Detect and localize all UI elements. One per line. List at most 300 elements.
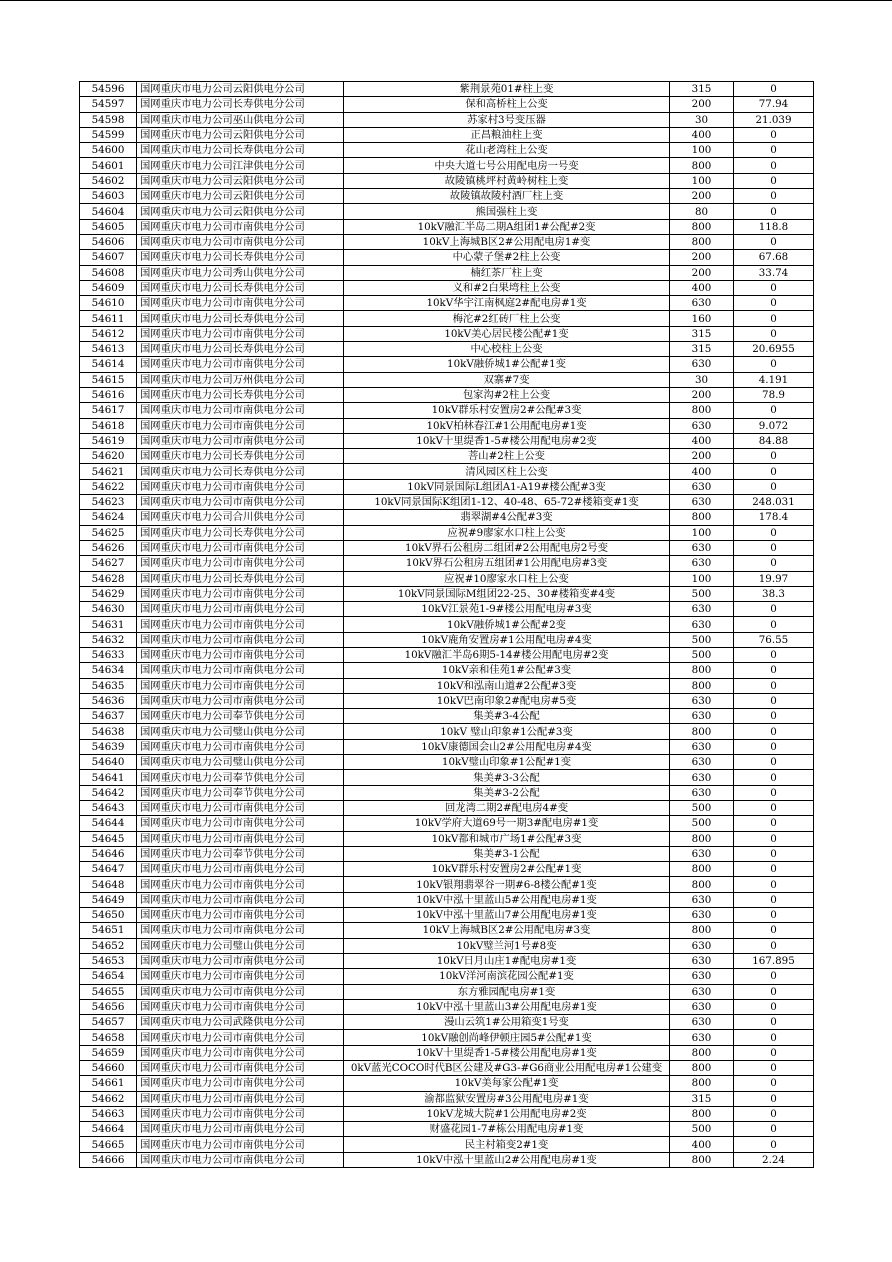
capacity-cell: 315 [670, 342, 734, 357]
capacity-cell: 800 [670, 1076, 734, 1091]
supplier-cell: 国网重庆市电力公司万州供电分公司 [137, 372, 344, 387]
value-cell: 0 [734, 1061, 814, 1076]
transformer-name-cell: 中央大道七号公用配电房一号变 [344, 158, 670, 173]
value-cell: 0 [734, 311, 814, 326]
transformer-name-cell: 集美#3-4公配 [344, 709, 670, 724]
capacity-cell: 500 [670, 816, 734, 831]
supplier-cell: 国网重庆市电力公司长寿供电分公司 [137, 342, 344, 357]
table-row [80, 372, 814, 387]
transformer-name-cell: 保和高桥柱上公变 [344, 97, 670, 112]
capacity-cell: 630 [670, 540, 734, 555]
supplier-cell: 国网重庆市电力公司市南供电分公司 [137, 999, 344, 1014]
value-cell: 0 [734, 800, 814, 815]
table-row [80, 969, 814, 984]
capacity-cell: 100 [670, 525, 734, 540]
value-cell: 19.97 [734, 571, 814, 586]
capacity-cell: 630 [670, 602, 734, 617]
value-cell: 0 [734, 1106, 814, 1121]
supplier-cell: 国网重庆市电力公司市南供电分公司 [137, 632, 344, 647]
value-cell: 38.3 [734, 586, 814, 601]
transformer-name-cell: 清风园区柱上公变 [344, 464, 670, 479]
value-cell: 178.4 [734, 510, 814, 525]
transformer-name-cell: 10kV璧兰河1号#8变 [344, 938, 670, 953]
table-row [80, 265, 814, 280]
capacity-cell: 800 [670, 158, 734, 173]
value-cell: 0 [734, 280, 814, 295]
value-cell: 0 [734, 785, 814, 800]
capacity-cell: 800 [670, 510, 734, 525]
value-cell: 0 [734, 938, 814, 953]
value-cell: 0 [734, 296, 814, 311]
capacity-cell: 800 [670, 219, 734, 234]
capacity-cell: 800 [670, 234, 734, 249]
capacity-cell: 200 [670, 97, 734, 112]
value-cell: 67.68 [734, 250, 814, 265]
row-id-cell: 54642 [80, 785, 137, 800]
value-cell: 0 [734, 204, 814, 219]
row-id-cell: 54622 [80, 479, 137, 494]
value-cell: 0 [734, 770, 814, 785]
table-row [80, 831, 814, 846]
table-row [80, 342, 814, 357]
transformer-name-cell: 10kV群乐村安置房2#公配#3变 [344, 403, 670, 418]
capacity-cell: 400 [670, 280, 734, 295]
transformer-name-cell: 10kV巴南印象2#配电房#5变 [344, 693, 670, 708]
transformer-name-cell: 10kV群乐村安置房2#公配#1变 [344, 862, 670, 877]
value-cell: 0 [734, 464, 814, 479]
transformer-name-cell: 10kV康德国会山2#公用配电房#4变 [344, 739, 670, 754]
transformer-name-cell: 集美#3-1公配 [344, 846, 670, 861]
value-cell: 4.191 [734, 372, 814, 387]
value-cell: 0 [734, 127, 814, 142]
supplier-cell: 国网重庆市电力公司长寿供电分公司 [137, 143, 344, 158]
supplier-cell: 国网重庆市电力公司市南供电分公司 [137, 219, 344, 234]
row-id-cell: 54658 [80, 1030, 137, 1045]
transformer-name-cell: 中心校柱上公变 [344, 342, 670, 357]
row-id-cell: 54606 [80, 234, 137, 249]
row-id-cell: 54620 [80, 449, 137, 464]
transformer-name-cell: 10kV同景国际M组团22-25、30#楼箱变#4变 [344, 586, 670, 601]
value-cell: 0 [734, 1091, 814, 1106]
capacity-cell: 800 [670, 1152, 734, 1167]
table-row [80, 418, 814, 433]
transformer-name-cell: 10kV十里缇香1-5#楼公用配电房#2变 [344, 433, 670, 448]
table-row [80, 143, 814, 158]
transformer-name-cell: 菩山#2柱上公变 [344, 449, 670, 464]
table-row [80, 739, 814, 754]
capacity-cell: 500 [670, 800, 734, 815]
transformer-name-cell: 10kV江景苑1-9#楼公用配电房#3变 [344, 602, 670, 617]
row-id-cell: 54644 [80, 816, 137, 831]
row-id-cell: 54614 [80, 357, 137, 372]
capacity-cell: 800 [670, 678, 734, 693]
supplier-cell: 国网重庆市电力公司奉节供电分公司 [137, 770, 344, 785]
transformer-name-cell: 集美#3-2公配 [344, 785, 670, 800]
table-row [80, 770, 814, 785]
row-id-cell: 54665 [80, 1137, 137, 1152]
supplier-cell: 国网重庆市电力公司市南供电分公司 [137, 403, 344, 418]
table-row [80, 693, 814, 708]
table-row [80, 953, 814, 968]
supplier-cell: 国网重庆市电力公司市南供电分公司 [137, 234, 344, 249]
row-id-cell: 54657 [80, 1015, 137, 1030]
supplier-cell: 国网重庆市电力公司秀山供电分公司 [137, 265, 344, 280]
supplier-cell: 国网重庆市电力公司奉节供电分公司 [137, 785, 344, 800]
row-id-cell: 54605 [80, 219, 137, 234]
table-row [80, 602, 814, 617]
row-id-cell: 54645 [80, 831, 137, 846]
supplier-cell: 国网重庆市电力公司市南供电分公司 [137, 1076, 344, 1091]
table-row [80, 311, 814, 326]
value-cell: 0 [734, 755, 814, 770]
table-row [80, 204, 814, 219]
value-cell: 0 [734, 617, 814, 632]
value-cell: 0 [734, 143, 814, 158]
supplier-cell: 国网重庆市电力公司市南供电分公司 [137, 877, 344, 892]
supplier-cell: 国网重庆市电力公司市南供电分公司 [137, 433, 344, 448]
table-row [80, 877, 814, 892]
transformer-name-cell: 苏家村3号变压器 [344, 112, 670, 127]
transformer-name-cell: 双寨#7变 [344, 372, 670, 387]
supplier-cell: 国网重庆市电力公司市南供电分公司 [137, 617, 344, 632]
row-id-cell: 54618 [80, 418, 137, 433]
table-row [80, 862, 814, 877]
supplier-cell: 国网重庆市电力公司市南供电分公司 [137, 1030, 344, 1045]
capacity-cell: 630 [670, 969, 734, 984]
capacity-cell: 630 [670, 770, 734, 785]
capacity-cell: 630 [670, 938, 734, 953]
table-row [80, 433, 814, 448]
supplier-cell: 国网重庆市电力公司市南供电分公司 [137, 602, 344, 617]
capacity-cell: 630 [670, 785, 734, 800]
supplier-cell: 国网重庆市电力公司市南供电分公司 [137, 831, 344, 846]
row-id-cell: 54638 [80, 724, 137, 739]
row-id-cell: 54663 [80, 1106, 137, 1121]
value-cell: 0 [734, 709, 814, 724]
row-id-cell: 54621 [80, 464, 137, 479]
table-row [80, 678, 814, 693]
transformer-name-cell: 10kV洋河南滨花园公配#1变 [344, 969, 670, 984]
capacity-cell: 630 [670, 984, 734, 999]
value-cell: 0 [734, 724, 814, 739]
value-cell: 0 [734, 1015, 814, 1030]
capacity-cell: 630 [670, 479, 734, 494]
value-cell: 0 [734, 1045, 814, 1060]
supplier-cell: 国网重庆市电力公司巫山供电分公司 [137, 112, 344, 127]
table-row [80, 1152, 814, 1167]
capacity-cell: 800 [670, 663, 734, 678]
supplier-cell: 国网重庆市电力公司市南供电分公司 [137, 479, 344, 494]
transformer-name-cell: 10kV银翔翡翠谷一期#6-8楼公配#1变 [344, 877, 670, 892]
table-row [80, 571, 814, 586]
table-row [80, 938, 814, 953]
value-cell: 0 [734, 816, 814, 831]
row-id-cell: 54603 [80, 189, 137, 204]
supplier-cell: 国网重庆市电力公司璧山供电分公司 [137, 724, 344, 739]
capacity-cell: 630 [670, 999, 734, 1014]
value-cell: 118.8 [734, 219, 814, 234]
transformer-name-cell: 0kV蓝光COCO时代B区公建及#G3-#G6商业公用配电房#1公建变 [344, 1061, 670, 1076]
row-id-cell: 54660 [80, 1061, 137, 1076]
value-cell: 0 [734, 1137, 814, 1152]
capacity-cell: 630 [670, 709, 734, 724]
value-cell: 0 [734, 908, 814, 923]
transformer-name-cell: 东方雅园配电房#1变 [344, 984, 670, 999]
supplier-cell: 国网重庆市电力公司市南供电分公司 [137, 984, 344, 999]
table-row [80, 112, 814, 127]
capacity-cell: 200 [670, 250, 734, 265]
row-id-cell: 54629 [80, 586, 137, 601]
supplier-cell: 国网重庆市电力公司市南供电分公司 [137, 326, 344, 341]
capacity-cell: 800 [670, 1106, 734, 1121]
transformer-name-cell: 10kV日月山庄1#配电房#1变 [344, 953, 670, 968]
value-cell: 84.88 [734, 433, 814, 448]
transformer-name-cell: 10kV中泓十里蓝山3#公用配电房#1变 [344, 999, 670, 1014]
table-row [80, 525, 814, 540]
transformer-name-cell: 熊国强柱上变 [344, 204, 670, 219]
transformer-name-cell: 10kV美每家公配#1变 [344, 1076, 670, 1091]
row-id-cell: 54637 [80, 709, 137, 724]
transformer-name-cell: 10kV都和城市广场1#公配#3变 [344, 831, 670, 846]
table-row [80, 189, 814, 204]
capacity-cell: 630 [670, 296, 734, 311]
transformer-name-cell: 梅沱#2红砖厂柱上公变 [344, 311, 670, 326]
table-row [80, 296, 814, 311]
value-cell: 0 [734, 158, 814, 173]
row-id-cell: 54624 [80, 510, 137, 525]
row-id-cell: 54636 [80, 693, 137, 708]
supplier-cell: 国网重庆市电力公司市南供电分公司 [137, 495, 344, 510]
row-id-cell: 54619 [80, 433, 137, 448]
capacity-cell: 400 [670, 1137, 734, 1152]
table-row [80, 357, 814, 372]
transformer-name-cell: 10kV融汇半岛二期A组团1#公配#2变 [344, 219, 670, 234]
row-id-cell: 54613 [80, 342, 137, 357]
transformer-name-cell: 10kV璧山印象#1公配#1变 [344, 755, 670, 770]
table-row [80, 1091, 814, 1106]
supplier-cell: 国网重庆市电力公司市南供电分公司 [137, 647, 344, 662]
row-id-cell: 54639 [80, 739, 137, 754]
capacity-cell: 800 [670, 403, 734, 418]
value-cell: 33.74 [734, 265, 814, 280]
supplier-cell: 国网重庆市电力公司市南供电分公司 [137, 693, 344, 708]
row-id-cell: 54655 [80, 984, 137, 999]
value-cell: 0 [734, 357, 814, 372]
supplier-cell: 国网重庆市电力公司合川供电分公司 [137, 510, 344, 525]
capacity-cell: 630 [670, 755, 734, 770]
transformer-name-cell: 10kV融创尚峰伊顿庄园5#公配#1变 [344, 1030, 670, 1045]
transformer-name-cell: 10kV 璧山印象#1公配#3变 [344, 724, 670, 739]
transformer-name-cell: 渝都监狱安置房#3公用配电房#1变 [344, 1091, 670, 1106]
capacity-cell: 630 [670, 357, 734, 372]
supplier-cell: 国网重庆市电力公司市南供电分公司 [137, 418, 344, 433]
row-id-cell: 54599 [80, 127, 137, 142]
transformer-name-cell: 10kV鹿角安置房#1公用配电房#4变 [344, 632, 670, 647]
table-row [80, 1076, 814, 1091]
row-id-cell: 54596 [80, 82, 137, 97]
value-cell: 0 [734, 846, 814, 861]
row-id-cell: 54662 [80, 1091, 137, 1106]
supplier-cell: 国网重庆市电力公司市南供电分公司 [137, 357, 344, 372]
value-cell: 0 [734, 923, 814, 938]
row-id-cell: 54604 [80, 204, 137, 219]
table-row [80, 923, 814, 938]
supplier-cell: 国网重庆市电力公司长寿供电分公司 [137, 525, 344, 540]
supplier-cell: 国网重庆市电力公司市南供电分公司 [137, 540, 344, 555]
value-cell: 0 [734, 969, 814, 984]
capacity-cell: 800 [670, 724, 734, 739]
value-cell: 0 [734, 234, 814, 249]
supplier-cell: 国网重庆市电力公司市南供电分公司 [137, 953, 344, 968]
row-id-cell: 54609 [80, 280, 137, 295]
transformer-name-cell: 回龙湾二期2#配电房4#变 [344, 800, 670, 815]
value-cell: 167.895 [734, 953, 814, 968]
transformer-name-cell: 10kV融侨城1#公配#1变 [344, 357, 670, 372]
capacity-cell: 630 [670, 739, 734, 754]
table-row [80, 846, 814, 861]
row-id-cell: 54628 [80, 571, 137, 586]
transformer-name-cell: 故陵镇桃坪村黄岭树柱上变 [344, 173, 670, 188]
capacity-cell: 500 [670, 647, 734, 662]
row-id-cell: 54661 [80, 1076, 137, 1091]
supplier-cell: 国网重庆市电力公司市南供电分公司 [137, 908, 344, 923]
value-cell: 0 [734, 540, 814, 555]
transformer-name-cell: 10kV同景国际K组团1-12、40-48、65-72#楼箱变#1变 [344, 495, 670, 510]
transformer-name-cell: 集美#3-3公配 [344, 770, 670, 785]
table-row [80, 219, 814, 234]
transformer-name-cell: 10kV中泓十里蓝山2#公用配电房#1变 [344, 1152, 670, 1167]
transformer-name-cell: 花山老湾柱上公变 [344, 143, 670, 158]
row-id-cell: 54625 [80, 525, 137, 540]
capacity-cell: 400 [670, 433, 734, 448]
table-row [80, 1061, 814, 1076]
value-cell: 0 [734, 647, 814, 662]
transformer-name-cell: 10kV亲和佳苑1#公配#3变 [344, 663, 670, 678]
value-cell: 2.24 [734, 1152, 814, 1167]
row-id-cell: 54656 [80, 999, 137, 1014]
row-id-cell: 54652 [80, 938, 137, 953]
value-cell: 0 [734, 556, 814, 571]
supplier-cell: 国网重庆市电力公司市南供电分公司 [137, 892, 344, 907]
table-row [80, 234, 814, 249]
page-top-rule [0, 0, 892, 1]
supplier-cell: 国网重庆市电力公司市南供电分公司 [137, 816, 344, 831]
transformer-name-cell: 10kV同景国际L组团A1-A19#楼公配#3变 [344, 479, 670, 494]
capacity-cell: 630 [670, 908, 734, 923]
table-row [80, 984, 814, 999]
value-cell: 0 [734, 403, 814, 418]
row-id-cell: 54616 [80, 387, 137, 402]
row-id-cell: 54630 [80, 602, 137, 617]
capacity-cell: 100 [670, 143, 734, 158]
transformer-name-cell: 义和#2白果塆柱上公变 [344, 280, 670, 295]
capacity-cell: 500 [670, 586, 734, 601]
table-row [80, 158, 814, 173]
capacity-cell: 315 [670, 326, 734, 341]
table-row [80, 387, 814, 402]
row-id-cell: 54632 [80, 632, 137, 647]
table-row [80, 800, 814, 815]
supplier-cell: 国网重庆市电力公司长寿供电分公司 [137, 97, 344, 112]
supplier-cell: 国网重庆市电力公司市南供电分公司 [137, 663, 344, 678]
table-row [80, 999, 814, 1014]
supplier-cell: 国网重庆市电力公司奉节供电分公司 [137, 846, 344, 861]
table-row [80, 892, 814, 907]
row-id-cell: 54666 [80, 1152, 137, 1167]
table-row [80, 510, 814, 525]
value-cell: 0 [734, 602, 814, 617]
transformer-name-cell: 10kV中泓十里蓝山5#公用配电房#1变 [344, 892, 670, 907]
capacity-cell: 400 [670, 127, 734, 142]
transformer-name-cell: 民主村箱变2#1变 [344, 1137, 670, 1152]
table-row [80, 632, 814, 647]
table-row [80, 556, 814, 571]
capacity-cell: 630 [670, 693, 734, 708]
supplier-cell: 国网重庆市电力公司云阳供电分公司 [137, 127, 344, 142]
value-cell: 0 [734, 877, 814, 892]
value-cell: 0 [734, 173, 814, 188]
transformer-name-cell: 翡翠湖#4公配#3变 [344, 510, 670, 525]
row-id-cell: 54633 [80, 647, 137, 662]
value-cell: 0 [734, 663, 814, 678]
table-row [80, 280, 814, 295]
row-id-cell: 54615 [80, 372, 137, 387]
transformer-table [79, 81, 814, 1168]
table-row [80, 647, 814, 662]
transformer-name-cell: 应祝#10廖家水口柱上公变 [344, 571, 670, 586]
supplier-cell: 国网重庆市电力公司长寿供电分公司 [137, 280, 344, 295]
transformer-name-cell: 中心蒙子堡#2柱上公变 [344, 250, 670, 265]
row-id-cell: 54627 [80, 556, 137, 571]
transformer-name-cell: 紫荆景苑01#柱上变 [344, 82, 670, 97]
transformer-name-cell: 楠红茶厂柱上变 [344, 265, 670, 280]
supplier-cell: 国网重庆市电力公司璧山供电分公司 [137, 938, 344, 953]
supplier-cell: 国网重庆市电力公司长寿供电分公司 [137, 464, 344, 479]
value-cell: 76.55 [734, 632, 814, 647]
value-cell: 0 [734, 739, 814, 754]
value-cell: 0 [734, 1030, 814, 1045]
transformer-name-cell: 10kV界石公租房五组团#1公用配电房#3变 [344, 556, 670, 571]
supplier-cell: 国网重庆市电力公司璧山供电分公司 [137, 755, 344, 770]
capacity-cell: 800 [670, 862, 734, 877]
transformer-name-cell: 漫山云筑1#公用箱变1号变 [344, 1015, 670, 1030]
value-cell: 0 [734, 984, 814, 999]
transformer-name-cell: 包家沟#2柱上公变 [344, 387, 670, 402]
row-id-cell: 54651 [80, 923, 137, 938]
table-row [80, 173, 814, 188]
transformer-name-cell: 10kV融侨城1#公配#2变 [344, 617, 670, 632]
transformer-name-cell: 应祝#9廖家水口柱上公变 [344, 525, 670, 540]
transformer-name-cell: 10kV十里缇香1-5#楼公用配电房#1变 [344, 1045, 670, 1060]
transformer-name-cell: 10kV龙城大院#1公用配电房#2变 [344, 1106, 670, 1121]
row-id-cell: 54611 [80, 311, 137, 326]
value-cell: 0 [734, 449, 814, 464]
row-id-cell: 54664 [80, 1122, 137, 1137]
transformer-name-cell: 10kV界石公租房二组团#2公用配电房2号变 [344, 540, 670, 555]
value-cell: 21.039 [734, 112, 814, 127]
table-row [80, 1137, 814, 1152]
supplier-cell: 国网重庆市电力公司长寿供电分公司 [137, 311, 344, 326]
row-id-cell: 54617 [80, 403, 137, 418]
supplier-cell: 国网重庆市电力公司市南供电分公司 [137, 678, 344, 693]
row-id-cell: 54623 [80, 495, 137, 510]
capacity-cell: 200 [670, 387, 734, 402]
capacity-cell: 200 [670, 265, 734, 280]
supplier-cell: 国网重庆市电力公司奉节供电分公司 [137, 709, 344, 724]
value-cell: 0 [734, 1122, 814, 1137]
transformer-table-body [80, 82, 814, 1168]
table-row [80, 449, 814, 464]
